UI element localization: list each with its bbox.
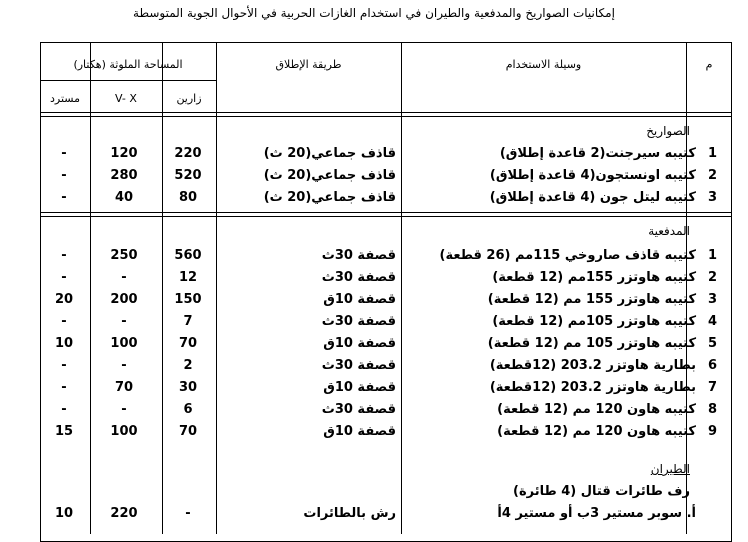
row-vx: -: [121, 358, 127, 373]
row-sarin: 70: [178, 424, 198, 439]
row-method: قصفة 10ق: [323, 336, 396, 351]
table-row: [0, 190, 748, 210]
row-device: كتيبه هاوتزر 155مم (12 قطعة): [492, 270, 696, 285]
table-row: [0, 292, 748, 312]
header-area: المساحة الملوثة (هكتار): [73, 58, 183, 71]
row-device: كتيبه سيرجنت(2 قاعدة إطلاق): [499, 146, 696, 161]
row-method: قصفة 30ث: [321, 358, 396, 373]
row-device: كتيبه هاوتزر 105 مم (12 قطعة): [487, 336, 696, 351]
row-method: قاذف جماعي(20 ث): [263, 168, 396, 183]
row-sarin: 2: [183, 358, 193, 373]
row-method: قصفة 30ث: [321, 270, 396, 285]
row-number: 1: [708, 146, 718, 161]
header-rule: [40, 112, 732, 113]
row-method: قصفة 10ق: [323, 292, 396, 307]
section-subtitle-aviation: رف طائرات قتال (4 طائرة): [513, 484, 690, 499]
row-number: 7: [708, 380, 718, 395]
row-mustard: -: [61, 248, 67, 263]
row-vx: -: [121, 270, 127, 285]
row-sarin: 6: [183, 402, 193, 417]
table-row: [0, 270, 748, 290]
row-number: 9: [708, 424, 718, 439]
row-device: كتيبه هاون 120 مم (12 قطعة): [497, 424, 696, 439]
row-sarin: 520: [174, 168, 202, 183]
row-mustard: -: [61, 402, 67, 417]
row-vx: -: [121, 402, 127, 417]
row-number: 1: [708, 248, 718, 263]
table-row: [0, 380, 748, 400]
header-device: وسيلة الاستخدام: [505, 58, 582, 71]
row-vx: 220: [110, 506, 138, 521]
table-row: [0, 146, 748, 166]
row-vx: 100: [110, 424, 138, 439]
row-number: 2: [708, 168, 718, 183]
row-method: قصفة 30ث: [321, 402, 396, 417]
header-method: طريقة الإطلاق: [275, 58, 342, 71]
row-mustard: -: [61, 146, 67, 161]
row-method: قاذف جماعي(20 ث): [263, 146, 396, 161]
row-vx: 100: [110, 336, 138, 351]
row-mustard: -: [61, 168, 67, 183]
table-row: [0, 358, 748, 378]
table-row: [0, 506, 748, 526]
table-row: [0, 168, 748, 188]
header-rule-double: [40, 116, 732, 117]
row-sarin: 7: [183, 314, 193, 329]
row-mustard: -: [61, 358, 67, 373]
row-device: كتيبه هاوتزر 155 مم (12 قطعة): [487, 292, 696, 307]
row-mustard: 20: [54, 292, 74, 307]
row-mustard: -: [61, 190, 67, 205]
row-device: بطارية هاوتزر 203.2 (12قطعة): [489, 358, 696, 373]
row-mustard: -: [61, 270, 67, 285]
header-sarin: زارين: [176, 92, 202, 105]
section-title-rockets: الصواريخ: [646, 124, 690, 138]
section-title-aviation: الطيران: [650, 462, 690, 476]
row-sarin: 70: [178, 336, 198, 351]
table-row: [0, 248, 748, 268]
row-number: 8: [708, 402, 718, 417]
row-number: 4: [708, 314, 718, 329]
row-method: قصفة 30ث: [321, 248, 396, 263]
row-sarin: 220: [174, 146, 202, 161]
row-sarin: 80: [178, 190, 198, 205]
row-number: 2: [708, 270, 718, 285]
row-sarin: 560: [174, 248, 202, 263]
row-number: 3: [708, 190, 718, 205]
row-vx: 250: [110, 248, 138, 263]
row-device: بطارية هاوتزر 203.2 (12قطعة): [489, 380, 696, 395]
row-device: كتيبه اونستجون(4 قاعدة إطلاق): [489, 168, 696, 183]
row-sarin: 150: [174, 292, 202, 307]
row-number: 5: [708, 336, 718, 351]
row-method: قصفة 10ق: [323, 380, 396, 395]
row-vx: -: [121, 314, 127, 329]
row-number: 3: [708, 292, 718, 307]
row-sarin: 30: [178, 380, 198, 395]
row-mustard: 15: [54, 424, 74, 439]
row-device: كتيبه ليتل جون (4 قاعدة إطلاق): [489, 190, 696, 205]
row-vx: 200: [110, 292, 138, 307]
table-row: [0, 314, 748, 334]
row-mustard: -: [61, 380, 67, 395]
row-number: 6: [708, 358, 718, 373]
row-vx: 70: [114, 380, 134, 395]
row-method: رش بالطائرات: [303, 506, 396, 521]
table-row: [0, 402, 748, 422]
section-rule-rockets: [40, 212, 732, 213]
row-sarin: -: [185, 506, 191, 521]
area-subheader-rule: [40, 80, 216, 81]
section-rule-rockets-double: [40, 216, 732, 217]
row-method: قاذف جماعي(20 ث): [263, 190, 396, 205]
section-title-artillery: المدفعية: [648, 224, 690, 238]
row-method: قصفة 10ق: [323, 424, 396, 439]
row-device: كتيبه هاون 120 مم (12 قطعة): [497, 402, 696, 417]
row-device: كتيبه قاذف صاروخي 115مم (26 قطعة): [439, 248, 696, 263]
table-row: [0, 336, 748, 356]
page-title: إمكانيات الصواريخ والمدفعية والطيران في استخدام الغازات الحربية في الأحوال الجوية المتوسطة: [133, 6, 615, 20]
header-mustard: مسترد: [50, 92, 80, 105]
row-vx: 40: [114, 190, 134, 205]
row-method: قصفة 30ث: [321, 314, 396, 329]
row-vx: 120: [110, 146, 138, 161]
row-device: كتيبه هاوتزر 105مم (12 قطعة): [492, 314, 696, 329]
row-mustard: 10: [54, 506, 74, 521]
row-mustard: 10: [54, 336, 74, 351]
header-m: م: [705, 58, 713, 71]
row-sarin: 12: [178, 270, 198, 285]
header-vx: V- X: [115, 92, 137, 105]
row-mustard: -: [61, 314, 67, 329]
row-vx: 280: [110, 168, 138, 183]
row-device: أ. سوبر مستير 3ب أو مستير 4أ: [497, 506, 696, 521]
table-row: [0, 424, 748, 444]
